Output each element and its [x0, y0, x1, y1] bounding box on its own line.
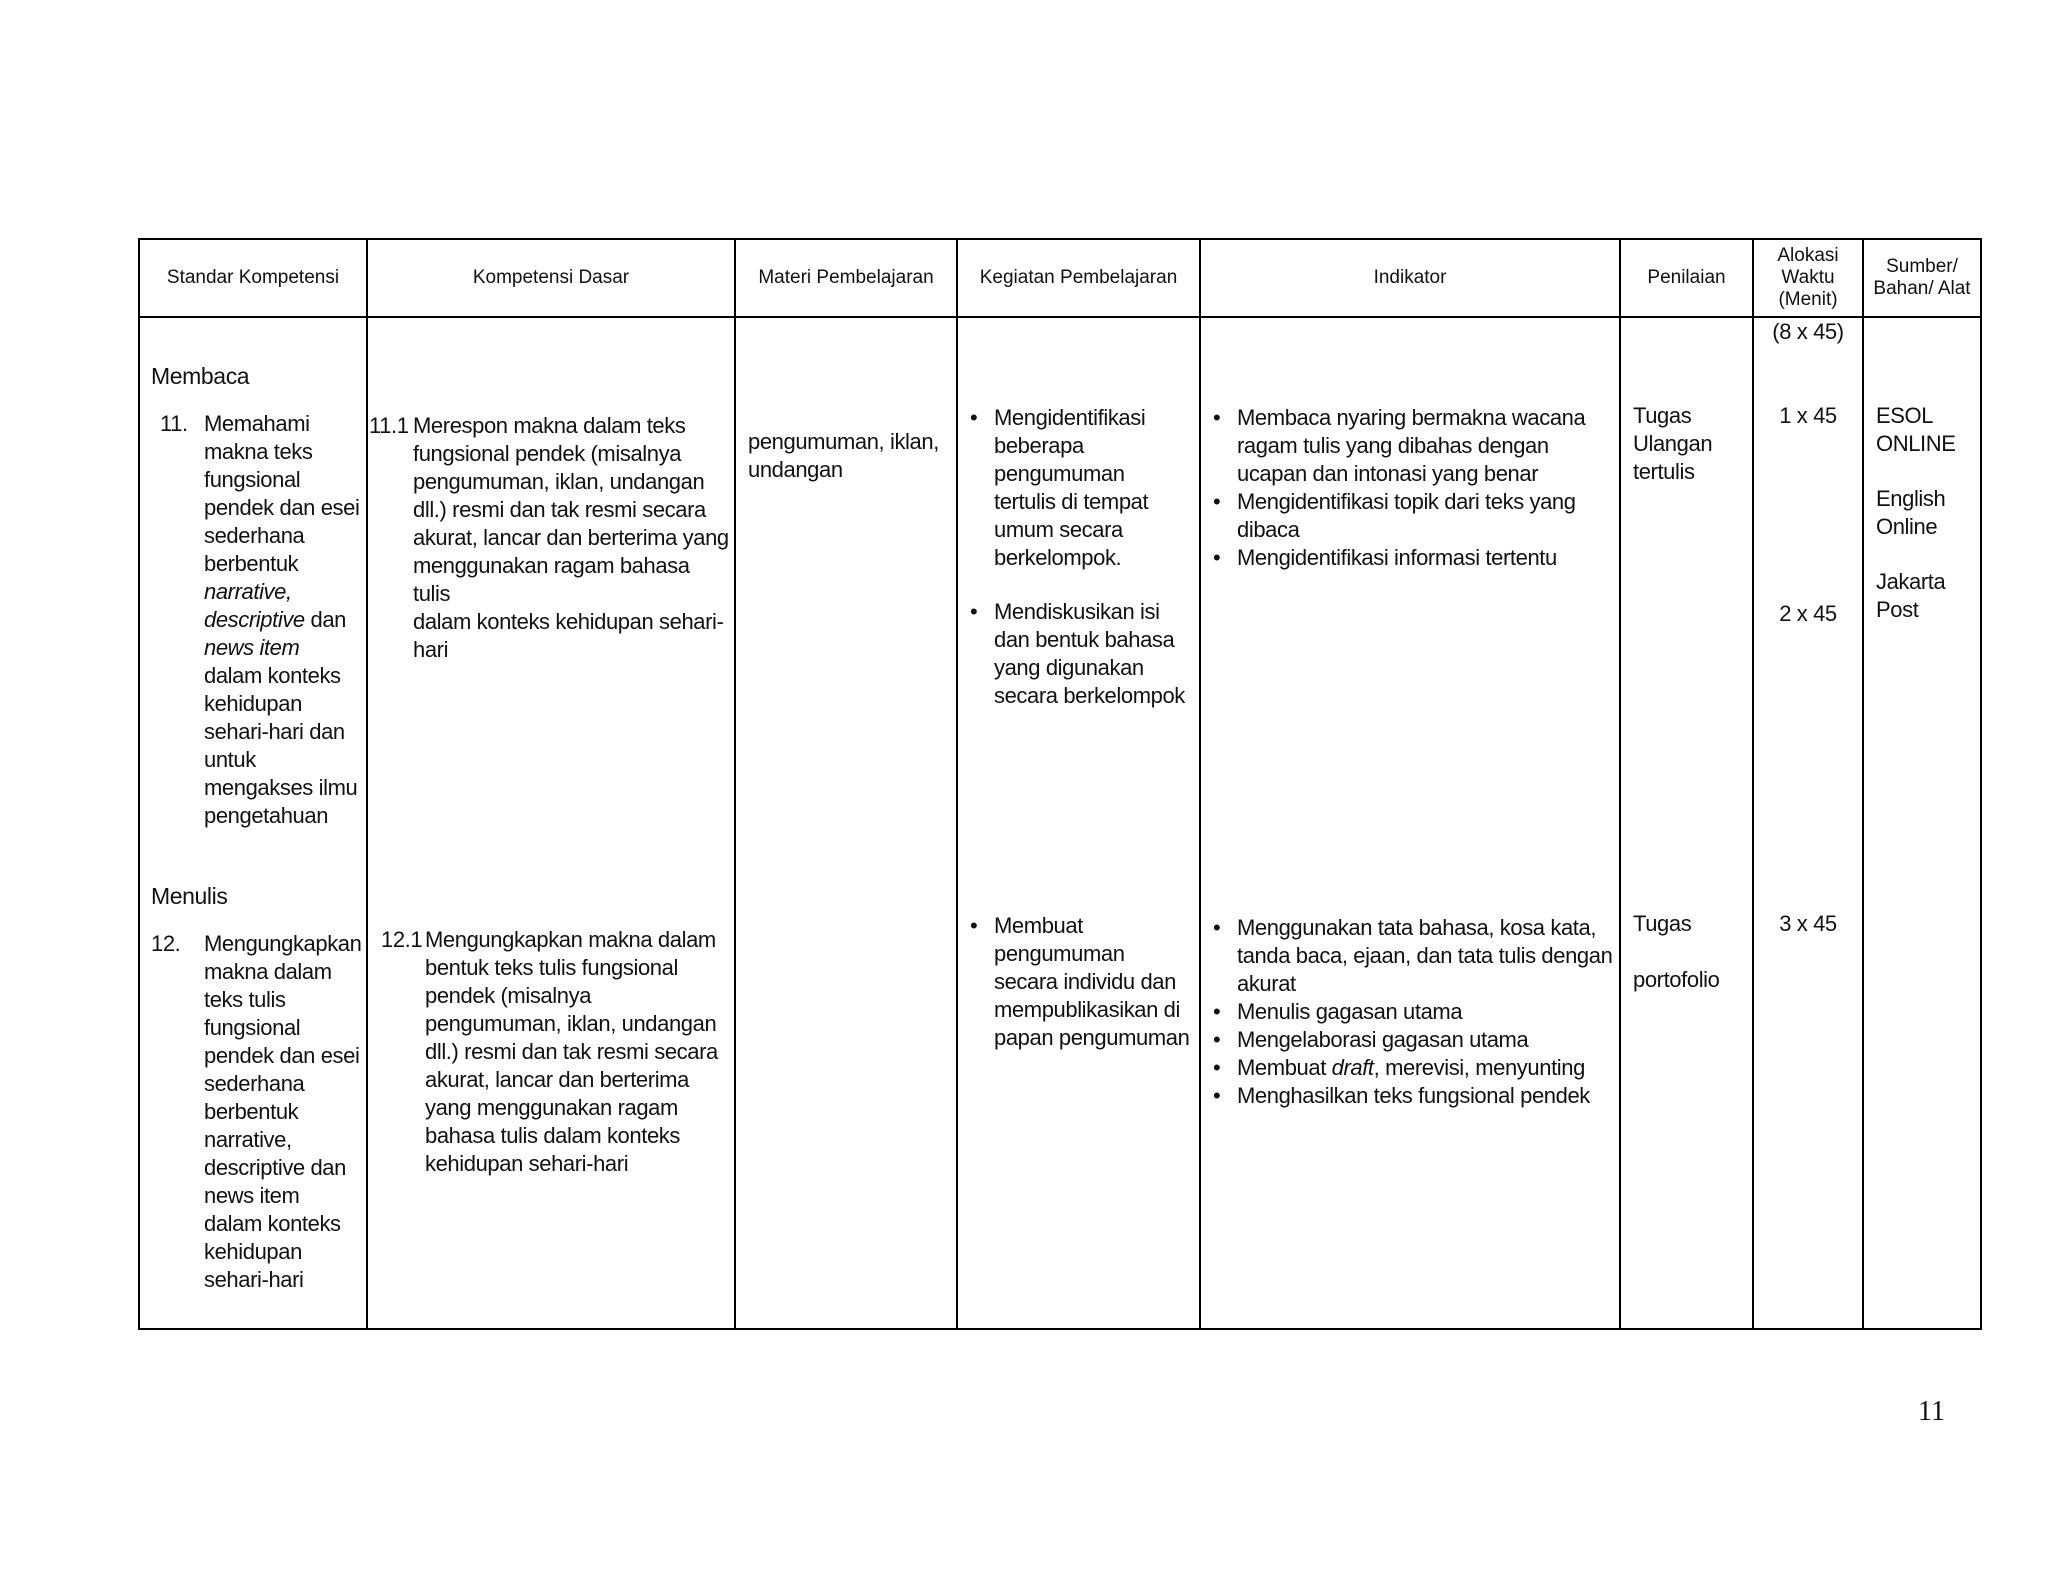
indikator-line: tanda baca, ejaan, dan tata tulis dengan [1237, 943, 1613, 968]
membaca-kd-number: 11.1 [369, 413, 409, 438]
indikator-line: dibaca [1237, 517, 1300, 542]
kegiatan-line: tertulis di tempat [994, 489, 1149, 514]
membaca-heading: Membaca [151, 363, 250, 389]
menulis-alokasi: 3 x 45 [1779, 911, 1837, 936]
sk-line: news item [204, 1183, 300, 1208]
kegiatan-line: • Membuat [994, 913, 1083, 938]
sk-line: pengetahuan [204, 803, 329, 828]
indikator-item [1207, 404, 1617, 488]
kegiatan-line: secara berkelompok [994, 683, 1185, 708]
header-kompetensi-dasar: Kompetensi Dasar [367, 239, 735, 317]
menulis-kd-number: 12.1 [381, 927, 423, 952]
sk-line: fungsional [204, 1015, 301, 1040]
indikator-line: ucapan dan intonasi yang benar [1237, 461, 1539, 486]
cell-indikator [1200, 317, 1620, 1329]
sk-line: dalam konteks [204, 663, 341, 688]
header-sumber [1863, 239, 1981, 317]
cell-materi [735, 317, 957, 1329]
penilaian-line: Ulangan [1633, 431, 1713, 456]
menulis-kd-text [425, 926, 731, 1178]
indikator-line: • Menghasilkan teks fungsional pendek [1237, 1083, 1590, 1108]
cell-sumber [1863, 317, 1981, 1329]
menulis-heading: Menulis [151, 883, 228, 909]
sk-line: untuk [204, 747, 256, 772]
membaca-kd-text [413, 412, 731, 664]
indikator-line: • Mengelaborasi gagasan utama [1237, 1027, 1529, 1052]
kd-line: dll.) resmi dan tak resmi secara [425, 1039, 718, 1064]
indikator-text: , merevisi, menyunting [1373, 1055, 1585, 1080]
sk-plain: dan [304, 607, 346, 632]
kegiatan-line: • Mendiskusikan isi [994, 599, 1160, 624]
menulis-penilaian-1: Tugas [1633, 911, 1692, 936]
penilaian-line: Tugas [1633, 403, 1692, 428]
kegiatan-line: dan bentuk bahasa [994, 627, 1175, 652]
membaca-indikator-list [1207, 404, 1617, 572]
membaca-sk-text [204, 410, 365, 830]
sk-italic: descriptive [204, 607, 305, 632]
membaca-materi [748, 428, 939, 484]
kegiatan-item [964, 912, 1196, 1052]
header-sumber-line: Bahan/ Alat [1873, 278, 1971, 299]
sumber-line: English [1876, 486, 1946, 511]
kegiatan-line: secara individu dan [994, 969, 1176, 994]
sk-line: makna teks [204, 439, 313, 464]
sk-line: sederhana [204, 523, 305, 548]
kegiatan-line: umum secara [994, 517, 1123, 542]
sk-line: narrative, [204, 1127, 292, 1152]
indikator-line: • Menggunakan tata bahasa, kosa kata, [1237, 915, 1597, 940]
kd-line: pengumuman, iklan, undangan [425, 1011, 717, 1036]
kegiatan-line: yang digunakan [994, 655, 1144, 680]
sk-line: teks tulis [204, 987, 286, 1012]
sk-line: sehari-hari dan [204, 719, 345, 744]
content-row [139, 317, 1981, 1329]
penilaian-line: tertulis [1633, 459, 1695, 484]
indikator-item [1207, 544, 1617, 572]
membaca-kd [369, 412, 731, 664]
sk-line: makna dalam [204, 959, 332, 984]
menulis-kegiatan-list [964, 912, 1196, 1052]
kegiatan-item [964, 404, 1196, 572]
kd-line: akurat, lancar dan berterima yang [413, 525, 729, 550]
syllabus-table [138, 238, 1982, 1330]
header-alokasi [1753, 239, 1863, 317]
menulis-penilaian-2: portofolio [1633, 967, 1720, 992]
kegiatan-line: pengumuman [994, 461, 1125, 486]
kegiatan-line: • Mengidentifikasi [994, 405, 1146, 430]
materi-line: pengumuman, iklan, [748, 429, 939, 454]
cell-standar-kompetensi [139, 317, 367, 1329]
membaca-penilaian [1633, 402, 1712, 486]
alokasi-total: (8 x 45) [1772, 319, 1844, 344]
kd-line: Mengungkapkan makna dalam [425, 927, 716, 952]
sk-line: berbentuk [204, 1099, 299, 1124]
sk-line: Mengungkapkan [204, 931, 362, 956]
kegiatan-line: berkelompok. [994, 545, 1122, 570]
kegiatan-line: mempublikasikan di [994, 997, 1180, 1022]
indikator-italic: draft [1331, 1055, 1374, 1080]
kegiatan-line: pengumuman [994, 941, 1125, 966]
membaca-sk [160, 410, 365, 830]
membaca-sumber [1876, 402, 1956, 624]
sumber-line: Post [1876, 597, 1919, 622]
menulis-sk-text [204, 930, 365, 1294]
sk-line: kehidupan [204, 1239, 302, 1264]
kd-line: bahasa tulis dalam konteks [425, 1123, 680, 1148]
sk-line: kehidupan [204, 691, 302, 716]
indikator-line: • Membaca nyaring bermakna wacana [1237, 405, 1586, 430]
membaca-alokasi-2: 2 x 45 [1779, 601, 1837, 626]
sk-line: sehari-hari [204, 1267, 304, 1292]
page-number: 11 [1918, 1396, 1945, 1427]
sumber-line: Jakarta [1876, 569, 1946, 594]
sk-line: sederhana [204, 1071, 305, 1096]
kd-line: kehidupan sehari-hari [425, 1151, 629, 1176]
indikator-line: • Mengidentifikasi informasi tertentu [1237, 545, 1557, 570]
sk-line: mengakses ilmu [204, 775, 358, 800]
kegiatan-line: beberapa [994, 433, 1084, 458]
kd-line: yang menggunakan ragam [425, 1095, 678, 1120]
indikator-item [1207, 914, 1617, 998]
kd-line: dalam konteks kehidupan sehari- [413, 609, 724, 634]
header-penilaian: Penilaian [1620, 239, 1753, 317]
menulis-kd [381, 926, 731, 1178]
indikator-line: • Mengidentifikasi topik dari teks yang [1237, 489, 1576, 514]
indikator-item [1207, 1082, 1617, 1110]
sk-line: pendek dan esei [204, 1043, 360, 1068]
kd-line: pengumuman, iklan, undangan [413, 469, 705, 494]
indikator-item [1207, 1026, 1617, 1054]
kd-line: akurat, lancar dan berterima [425, 1067, 689, 1092]
sk-line: descriptive dan [204, 1155, 346, 1180]
indikator-text: Membuat [1237, 1055, 1332, 1080]
header-alokasi-line: Alokasi [1777, 245, 1839, 266]
header-alokasi-line: (Menit) [1778, 289, 1838, 310]
kegiatan-item [964, 598, 1196, 710]
sk-line-italic: news item [204, 635, 300, 660]
sumber-line: Online [1876, 514, 1938, 539]
cell-alokasi [1753, 317, 1863, 1329]
kd-line: fungsional pendek (misalnya [413, 441, 682, 466]
menulis-sk [151, 930, 365, 1294]
sk-line-mixed [204, 606, 365, 634]
sk-line-italic: narrative, [204, 579, 292, 604]
menulis-sk-number: 12. [151, 931, 181, 956]
membaca-sk-number: 11. [160, 411, 188, 436]
cell-kegiatan [957, 317, 1200, 1329]
sk-line: dalam konteks [204, 1211, 341, 1236]
kd-line: hari [413, 637, 449, 662]
indikator-item [1207, 998, 1617, 1026]
kd-line: menggunakan ragam bahasa tulis [413, 553, 690, 606]
header-kegiatan: Kegiatan Pembelajaran [957, 239, 1200, 317]
sk-line: pendek dan esei [204, 495, 360, 520]
sk-line: Memahami [204, 411, 310, 436]
header-sumber-line: Sumber/ [1886, 256, 1958, 277]
kd-line: pendek (misalnya [425, 983, 592, 1008]
materi-line: undangan [748, 457, 843, 482]
header-alokasi-line: Waktu [1781, 267, 1835, 288]
indikator-line: ragam tulis yang dibahas dengan [1237, 433, 1549, 458]
indikator-item [1207, 1054, 1617, 1082]
header-indikator: Indikator [1200, 239, 1620, 317]
menulis-indikator-list [1207, 914, 1617, 1110]
indikator-line: akurat [1237, 971, 1296, 996]
indikator-item [1207, 488, 1617, 544]
kd-line: Merespon makna dalam teks [413, 413, 686, 438]
indikator-line [1237, 1054, 1617, 1082]
sumber-line: ESOL [1876, 403, 1934, 428]
membaca-kegiatan-list [964, 404, 1196, 710]
indikator-line: • Menulis gagasan utama [1237, 999, 1463, 1024]
kd-line: dll.) resmi dan tak resmi secara [413, 497, 706, 522]
kd-line: bentuk teks tulis fungsional [425, 955, 678, 980]
sk-line: fungsional [204, 467, 301, 492]
header-materi: Materi Pembelajaran [735, 239, 957, 317]
kegiatan-line: papan pengumuman [994, 1025, 1190, 1050]
cell-kompetensi-dasar [367, 317, 735, 1329]
header-row [139, 239, 1981, 317]
sk-line: berbentuk [204, 551, 299, 576]
header-standar-kompetensi: Standar Kompetensi [139, 239, 367, 317]
sumber-line: ONLINE [1876, 431, 1956, 456]
membaca-alokasi-1: 1 x 45 [1779, 403, 1837, 428]
cell-penilaian [1620, 317, 1753, 1329]
